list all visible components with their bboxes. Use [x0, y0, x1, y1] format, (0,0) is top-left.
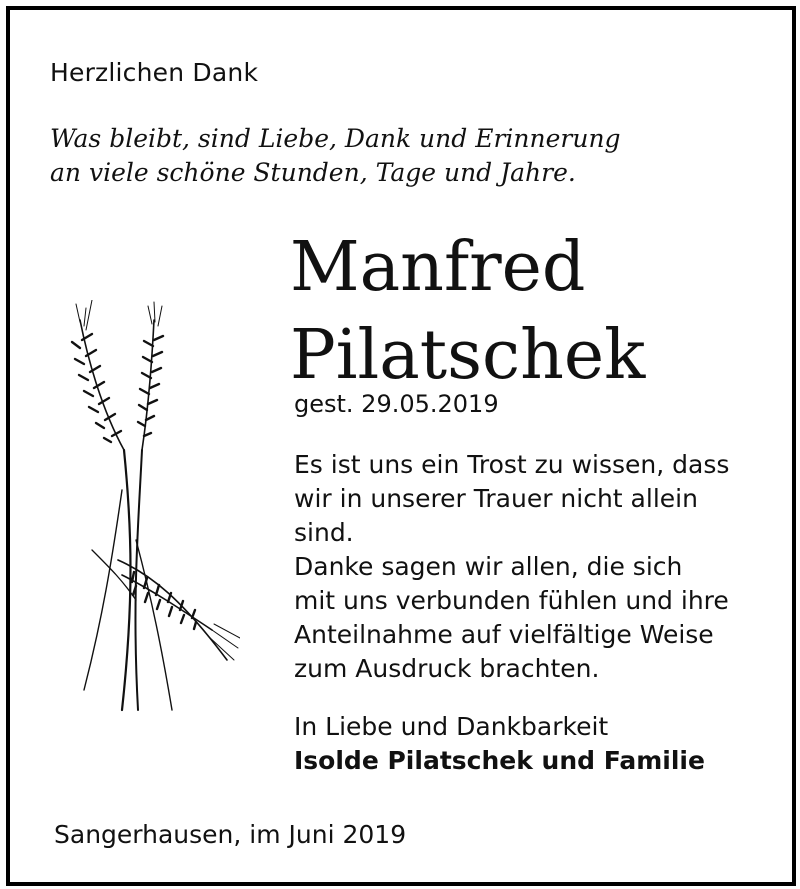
message-line: Es ist uns ein Trost zu wissen, dass: [294, 450, 730, 479]
deceased-name: [290, 224, 645, 400]
closing-line: In Liebe und Dankbarkeit: [294, 712, 609, 741]
message-line: Anteilnahme auf vielfältige Weise: [294, 620, 714, 649]
motto-line: Was bleibt, sind Liebe, Dank und Erinnerung: [50, 124, 621, 153]
last-name: Pilatschek: [290, 316, 646, 395]
message-line: mit uns verbunden fühlen und ihre: [294, 586, 729, 615]
obituary-card: [6, 6, 796, 886]
motto-line: an viele schöne Stunden, Tage und Jahre.: [50, 158, 576, 187]
message-line: Danke sagen wir allen, die sich: [294, 552, 683, 581]
message-line: sind.: [294, 518, 354, 547]
message-line: zum Ausdruck brachten.: [294, 654, 600, 683]
message: [294, 448, 729, 686]
signature: [294, 710, 705, 778]
wheat-ears-icon: [62, 300, 240, 720]
first-name: Manfred: [290, 228, 586, 307]
message-line: wir in unserer Trauer nicht allein: [294, 484, 698, 513]
motto: [50, 122, 621, 190]
place-date: Sangerhausen, im Juni 2019: [54, 820, 407, 849]
header-text: Herzlichen Dank: [50, 58, 259, 87]
death-date: gest. 29.05.2019: [294, 390, 499, 418]
family-name: Isolde Pilatschek und Familie: [294, 746, 705, 775]
